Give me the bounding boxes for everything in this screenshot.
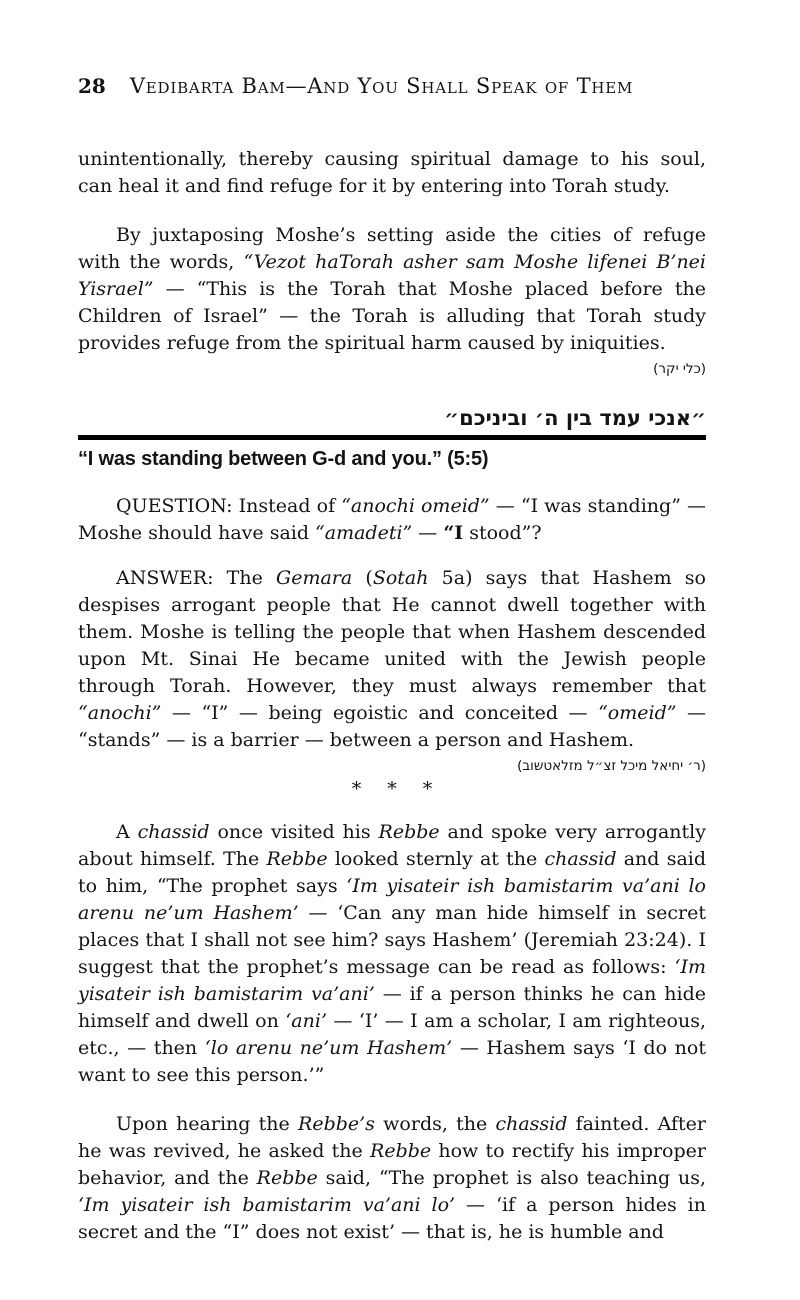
text-run: and spoke very arrogantly about himself. The [78, 821, 706, 870]
text-run-italic: ‘ani’ [285, 1010, 327, 1032]
heading-rule [78, 435, 706, 440]
running-head [78, 74, 706, 98]
answer-paragraph [78, 565, 706, 754]
text-run: unintentionally, thereby causing spiritual damage to his soul, can heal it and find refuge for it by entering into Torah study. [78, 148, 706, 197]
text-run: — [412, 522, 444, 544]
text-run: — “This is the Torah that Moshe placed before the Children of Israel” — the Torah is alluding that Torah study provides refuge from the spiritual harm caused by iniquities. [78, 278, 706, 354]
text-run: 5a) says that Hashem so despises arrogant people that He cannot dwell together with them. Moshe is telling the people that when Hashem descended upon Mt. Sinai He became united with the Jewish people through Torah. However, they must always remember that [78, 567, 706, 697]
text-run: ( [352, 567, 373, 589]
text-run: ANSWER: The [116, 567, 277, 589]
text-run: — “I” — being egoistic and conceited — [161, 702, 599, 724]
text-run: how to rectify his improper behavior, and the [78, 1140, 706, 1189]
text-run-italic: Rebbe [370, 1140, 432, 1162]
text-run: A [116, 821, 138, 843]
text-run: fainted. After he was revived, he asked the [78, 1113, 707, 1162]
text-block [78, 0, 706, 1246]
text-run-italic: Sotah [372, 567, 429, 589]
text-run-italic: Rebbe [378, 821, 440, 843]
text-run: stood”? [463, 522, 542, 544]
source-attribution-reb-yechiel: (ר׳ יחיאל מיכל זצ״ל מזלאטשוב) [517, 758, 706, 774]
body-paragraph [78, 819, 706, 1089]
body-paragraph [78, 222, 706, 357]
text-run-italic: “anochi omeid” [341, 495, 490, 517]
text-run: QUESTION: Instead of [116, 495, 342, 517]
text-run-italic: “omeid” [598, 702, 677, 724]
text-run: looked sternly at the [327, 848, 545, 870]
text-run: once visited his [209, 821, 379, 843]
section-heading [78, 406, 706, 471]
running-title: Vedibarta Bam—And You Shall Speak of Them [129, 74, 634, 98]
text-run: — ‘I’ — I am a scholar, I am righteous, etc., — then [78, 1010, 706, 1059]
text-run: and said to him, “The prophet says [78, 848, 707, 897]
text-run: — “stands” — is a barrier — between a person and Hashem. [78, 702, 707, 751]
text-run: said, “The prophet is also teaching us, [317, 1167, 706, 1189]
asterisk-divider: * * * [351, 778, 433, 800]
text-run-italic: ‘Im yisateir ish bamistarim va’ani’ [78, 956, 706, 1005]
text-run-italic: Gemara [276, 567, 353, 589]
text-run-italic: Rebbe’s [298, 1113, 375, 1135]
text-run-italic: chassid [544, 848, 617, 870]
text-run: — Hashem says ‘I do not want to see this person.’” [78, 1037, 706, 1086]
text-run: — ‘Can any man hide himself in secret places that I shall not see him? says Hashem’ (Jeremiah 23:24). I suggest that the prophet’s message can be read as follows: [78, 902, 706, 978]
text-run: — if a person thinks he can hide himself and dwell on [78, 983, 706, 1032]
text-run-italic: Rebbe [256, 1167, 318, 1189]
question-paragraph [78, 493, 706, 547]
text-run: — ‘if a person hides in secret and the “I” does not exist’ — that is, he is humble and [78, 1194, 706, 1243]
body-paragraph [78, 1111, 706, 1246]
text-run-italic: Rebbe [266, 848, 328, 870]
text-run-bold: “I [443, 522, 464, 544]
source-attribution-kli-yakar: (כלי יקר) [653, 361, 706, 377]
text-run: By juxtaposing Moshe’s setting aside the cities of refuge with the words, [78, 224, 706, 273]
page-number: 28 [78, 74, 106, 98]
text-run: words, the [374, 1113, 496, 1135]
text-run-italic: chassid [137, 821, 210, 843]
text-run-italic: “amadeti” [315, 522, 413, 544]
text-run-italic: “Vezot haTorah asher sam Moshe lifenei B’nei Yisrael” [78, 251, 707, 300]
text-run: — “I was standing” — Moshe should have said [78, 495, 707, 544]
text-run-italic: chassid [495, 1113, 568, 1135]
text-run-italic: “anochi” [78, 702, 162, 724]
text-run-italic: ‘Im yisateir ish bamistarim va’ani lo’ [78, 1194, 456, 1216]
text-run-italic: ‘Im yisateir ish bamistarim va’ani lo arenu ne’um Hashem’ [78, 875, 706, 924]
text-run-italic: ‘lo arenu ne’um Hashem’ [204, 1037, 453, 1059]
english-verse-heading: “I was standing between G-d and you.” (5:5) [78, 448, 489, 470]
text-run: Upon hearing the [116, 1113, 299, 1135]
body-paragraph [78, 146, 706, 200]
hebrew-verse-heading: ״אנכי עמד בין ה׳ וביניכם״ [444, 406, 706, 430]
